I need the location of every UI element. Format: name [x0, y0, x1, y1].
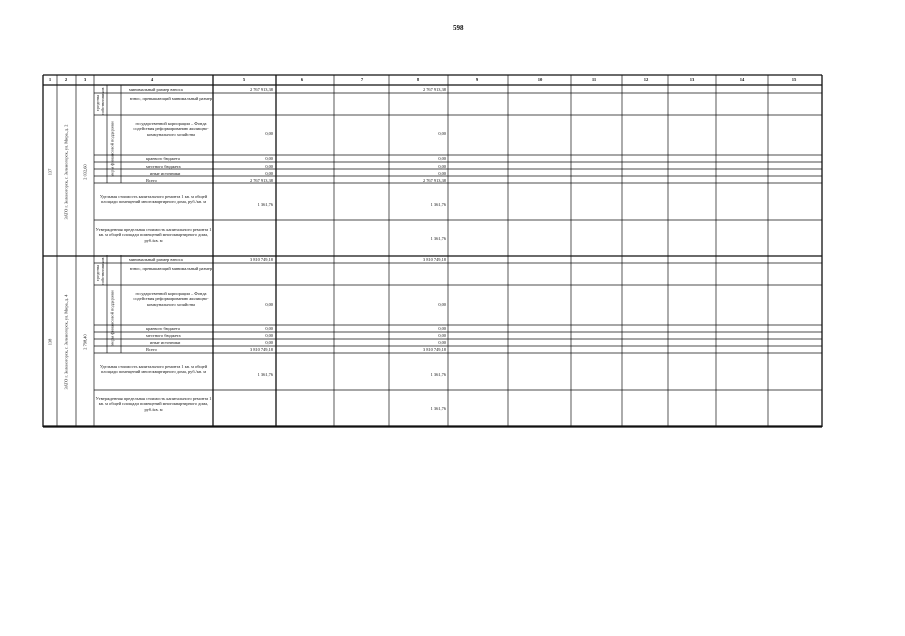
row-label-min-fee: минимальный размер взноса: [129, 257, 183, 262]
group-support-label: меры финансовой поддержки: [109, 290, 115, 346]
col8-limit-cost: 1 361,76: [430, 406, 446, 411]
header-col-6: 6: [300, 76, 304, 82]
col8-total: 2 767 913,38: [422, 177, 446, 183]
col5-total: 2 767 913,38: [249, 177, 273, 183]
row-label-regional: краевого бюджета: [146, 325, 180, 331]
record-address: ЗАТО г. Зеленогорск, г. Зеленогорск, ул. Мира, д. 4: [63, 294, 69, 390]
header-col-1: 1: [48, 76, 52, 82]
col5-min-fee: 2 767 913,38: [249, 87, 273, 92]
header-col-10: 10: [537, 76, 543, 82]
col5-fund: 0,00: [265, 131, 273, 136]
col8-regional: 0,00: [438, 156, 446, 161]
header-col-8: 8: [416, 76, 420, 82]
col8-min-fee: 2 767 913,38: [422, 87, 446, 92]
col5-regional: 0,00: [265, 156, 273, 161]
header-col-14: 14: [739, 76, 745, 82]
col5-local: 0,00: [265, 163, 273, 169]
record-area: 2 032,60: [82, 164, 88, 180]
col5-total: 3 810 749,18: [249, 347, 273, 352]
col5-regional: 0,00: [265, 325, 273, 331]
row-label-min-fee: минимальный размер взноса: [129, 87, 183, 92]
group-owners-label: средства собственников: [95, 257, 105, 285]
col5-fund: 0,00: [265, 302, 273, 307]
header-col-11: 11: [591, 76, 597, 82]
header-col-9: 9: [475, 76, 479, 82]
record-number: 137: [47, 168, 53, 176]
col8-regional: 0,00: [438, 325, 446, 331]
record-address: ЗАТО г. Зеленогорск, г. Зеленогорск, ул. Мира, д. 2: [63, 124, 69, 220]
row-label-unit-cost: Удельная стоимость капитального ремонта 1 кв. м общей площади помещений многоквартирного дома, руб./кв. м: [99, 194, 208, 205]
header-col-13: 13: [689, 76, 695, 82]
col5-local: 0,00: [265, 333, 273, 338]
col5-other: 0,00: [265, 340, 273, 345]
header-col-7: 7: [360, 76, 364, 82]
row-label-other: иные источники: [150, 340, 181, 345]
row-label-limit-cost: Утвержденная предельная стоимость капитального ремонта 1 кв. м общей площади помещений многоквартирного дома, руб./кв. м: [95, 227, 212, 243]
row-label-over-min: взнос, превышающий минимальный размер: [129, 266, 213, 271]
col8-local: 0,00: [438, 333, 446, 338]
group-owners-label: средства собственников: [95, 87, 105, 115]
col8-total: 3 810 749,18: [422, 347, 446, 352]
row-label-total: Всего: [146, 177, 157, 183]
row-label-unit-cost: Удельная стоимость капитального ремонта 1 кв. м общей площади помещений многоквартирного дома, руб./кв. м: [99, 364, 208, 375]
row-label-local: местного бюджета: [146, 333, 181, 338]
col8-fund: 0,00: [438, 302, 446, 307]
header-col-2: 2: [64, 76, 68, 82]
col8-min-fee: 3 810 749,18: [422, 257, 446, 262]
page-number: 598: [453, 24, 464, 32]
record-area: 2 798,40: [82, 334, 88, 350]
row-label-fund: государственной корпорации – Фонда содействия реформированию жилищно-коммунального хозяйства: [133, 291, 209, 307]
col5-other: 0,00: [265, 170, 273, 176]
col8-unit-cost: 1 361,76: [430, 201, 446, 207]
header-col-5: 5: [242, 76, 246, 82]
header-col-4: 4: [150, 76, 154, 82]
row-label-over-min: взнос, превышающий минимальный размер: [129, 96, 213, 101]
row-label-other: иные источники: [150, 170, 181, 176]
header-col-15: 15: [791, 76, 797, 82]
record-number: 138: [47, 338, 53, 346]
header-col-3: 3: [83, 76, 87, 82]
col5-min-fee: 3 810 749,18: [249, 257, 273, 262]
col8-fund: 0,00: [438, 131, 446, 136]
row-label-local: местного бюджета: [146, 163, 181, 169]
col5-unit-cost: 1 361,76: [257, 371, 273, 377]
col8-local: 0,00: [438, 163, 446, 169]
col8-limit-cost: 1 361,76: [430, 236, 446, 241]
col8-unit-cost: 1 361,76: [430, 371, 446, 377]
row-label-regional: краевого бюджета: [146, 156, 180, 161]
row-label-total: Всего: [146, 347, 157, 352]
group-support-label: меры финансовой поддержки: [109, 121, 115, 177]
header-col-12: 12: [643, 76, 649, 82]
col8-other: 0,00: [438, 340, 446, 345]
row-label-fund: государственной корпорации – Фонда содействия реформированию жилищно-коммунального хозяйства: [133, 121, 209, 137]
col5-unit-cost: 1 361,76: [257, 201, 273, 207]
col8-other: 0,00: [438, 170, 446, 176]
row-label-limit-cost: Утвержденная предельная стоимость капитального ремонта 1 кв. м общей площади помещений многоквартирного дома, руб./кв. м: [95, 396, 212, 412]
